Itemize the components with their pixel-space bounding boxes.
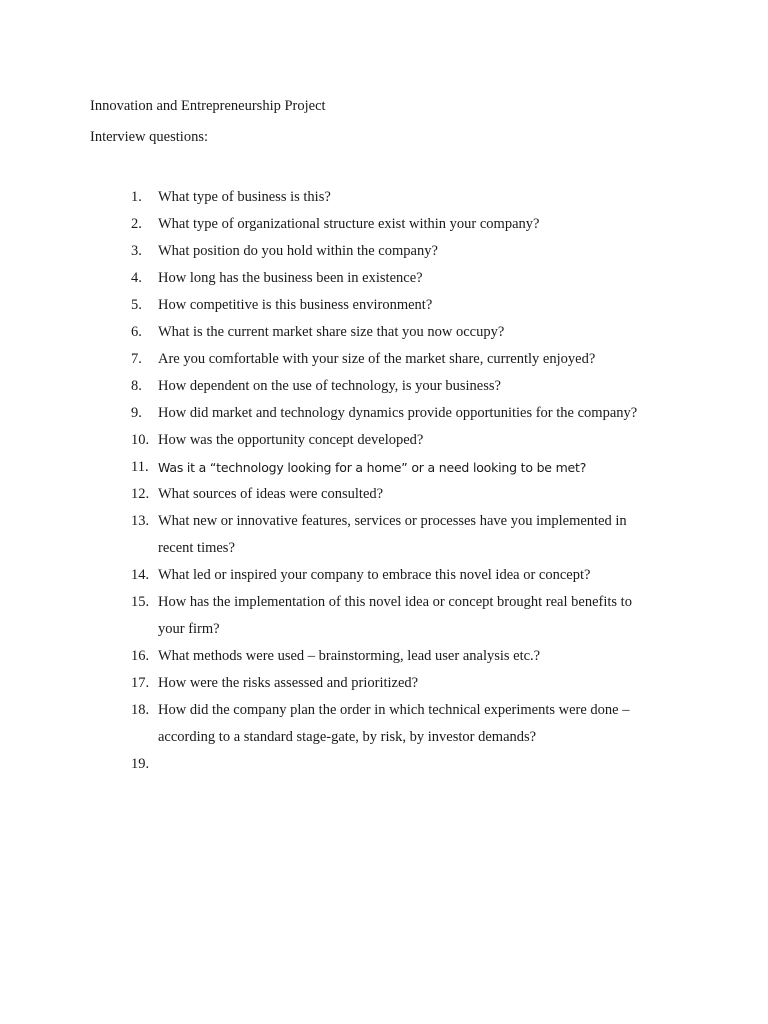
question-item	[0, 751, 768, 778]
question-text: What new or innovative features, services or processes have you implemented in recent times?	[158, 513, 627, 556]
question-item	[0, 319, 768, 346]
question-item	[0, 265, 768, 292]
question-text: What type of business is this?	[158, 189, 331, 205]
question-number: 10.	[131, 432, 150, 448]
question-item	[0, 400, 768, 427]
question-number: 19.	[131, 756, 150, 772]
question-number: 11.	[131, 459, 149, 475]
question-item	[0, 211, 768, 238]
question-text	[158, 751, 658, 778]
question-number: 7.	[131, 351, 142, 367]
question-number: 5.	[131, 297, 142, 313]
question-text: How did market and technology dynamics provide opportunities for the company?	[158, 405, 638, 421]
question-number: 16.	[131, 648, 150, 664]
question-item	[0, 427, 768, 454]
question-text: What is the current market share size that you now occupy?	[158, 324, 505, 340]
question-number: 18.	[131, 702, 150, 718]
question-item	[0, 346, 768, 373]
question-number: 12.	[131, 486, 150, 502]
question-number: 8.	[131, 378, 142, 394]
question-number: 4.	[131, 270, 142, 286]
question-item	[0, 454, 768, 481]
question-number: 15.	[131, 594, 150, 610]
document-subtitle: Interview questions:	[90, 129, 208, 145]
question-item	[0, 670, 768, 697]
question-number: 14.	[131, 567, 150, 583]
question-text: What type of organizational structure exist within your company?	[158, 216, 540, 232]
question-item	[0, 589, 768, 643]
question-item	[0, 292, 768, 319]
question-text: How long has the business been in existence?	[158, 270, 423, 286]
question-number: 17.	[131, 675, 150, 691]
question-item	[0, 481, 768, 508]
question-text: How was the opportunity concept developed?	[158, 432, 424, 448]
question-item	[0, 184, 768, 211]
question-text: How did the company plan the order in which technical experiments were done – according to a standard stage-gate, by risk, by investor demands?	[158, 702, 630, 745]
question-number: 3.	[131, 243, 142, 259]
question-item	[0, 697, 768, 751]
question-text: How dependent on the use of technology, is your business?	[158, 378, 501, 394]
question-text: How were the risks assessed and prioritized?	[158, 675, 419, 691]
question-number: 9.	[131, 405, 142, 421]
question-text: What led or inspired your company to embrace this novel idea or concept?	[158, 567, 591, 583]
question-number: 6.	[131, 324, 142, 340]
question-text: What sources of ideas were consulted?	[158, 486, 384, 502]
question-text: Was it a “technology looking for a home” or a need looking to be met?	[158, 460, 587, 475]
question-text: What position do you hold within the company?	[158, 243, 438, 259]
question-item	[0, 238, 768, 265]
question-text: How competitive is this business environment?	[158, 297, 433, 313]
question-list	[0, 184, 768, 778]
document-title: Innovation and Entrepreneurship Project	[90, 98, 326, 114]
question-item	[0, 508, 768, 562]
question-item	[0, 373, 768, 400]
question-number: 1.	[131, 189, 142, 205]
question-number: 13.	[131, 513, 150, 529]
question-item	[0, 643, 768, 670]
question-text: How has the implementation of this novel idea or concept brought real benefits to your firm?	[158, 594, 632, 637]
question-item	[0, 562, 768, 589]
question-number: 2.	[131, 216, 142, 232]
question-text: Are you comfortable with your size of the market share, currently enjoyed?	[158, 351, 596, 367]
question-text: What methods were used – brainstorming, lead user analysis etc.?	[158, 648, 541, 664]
